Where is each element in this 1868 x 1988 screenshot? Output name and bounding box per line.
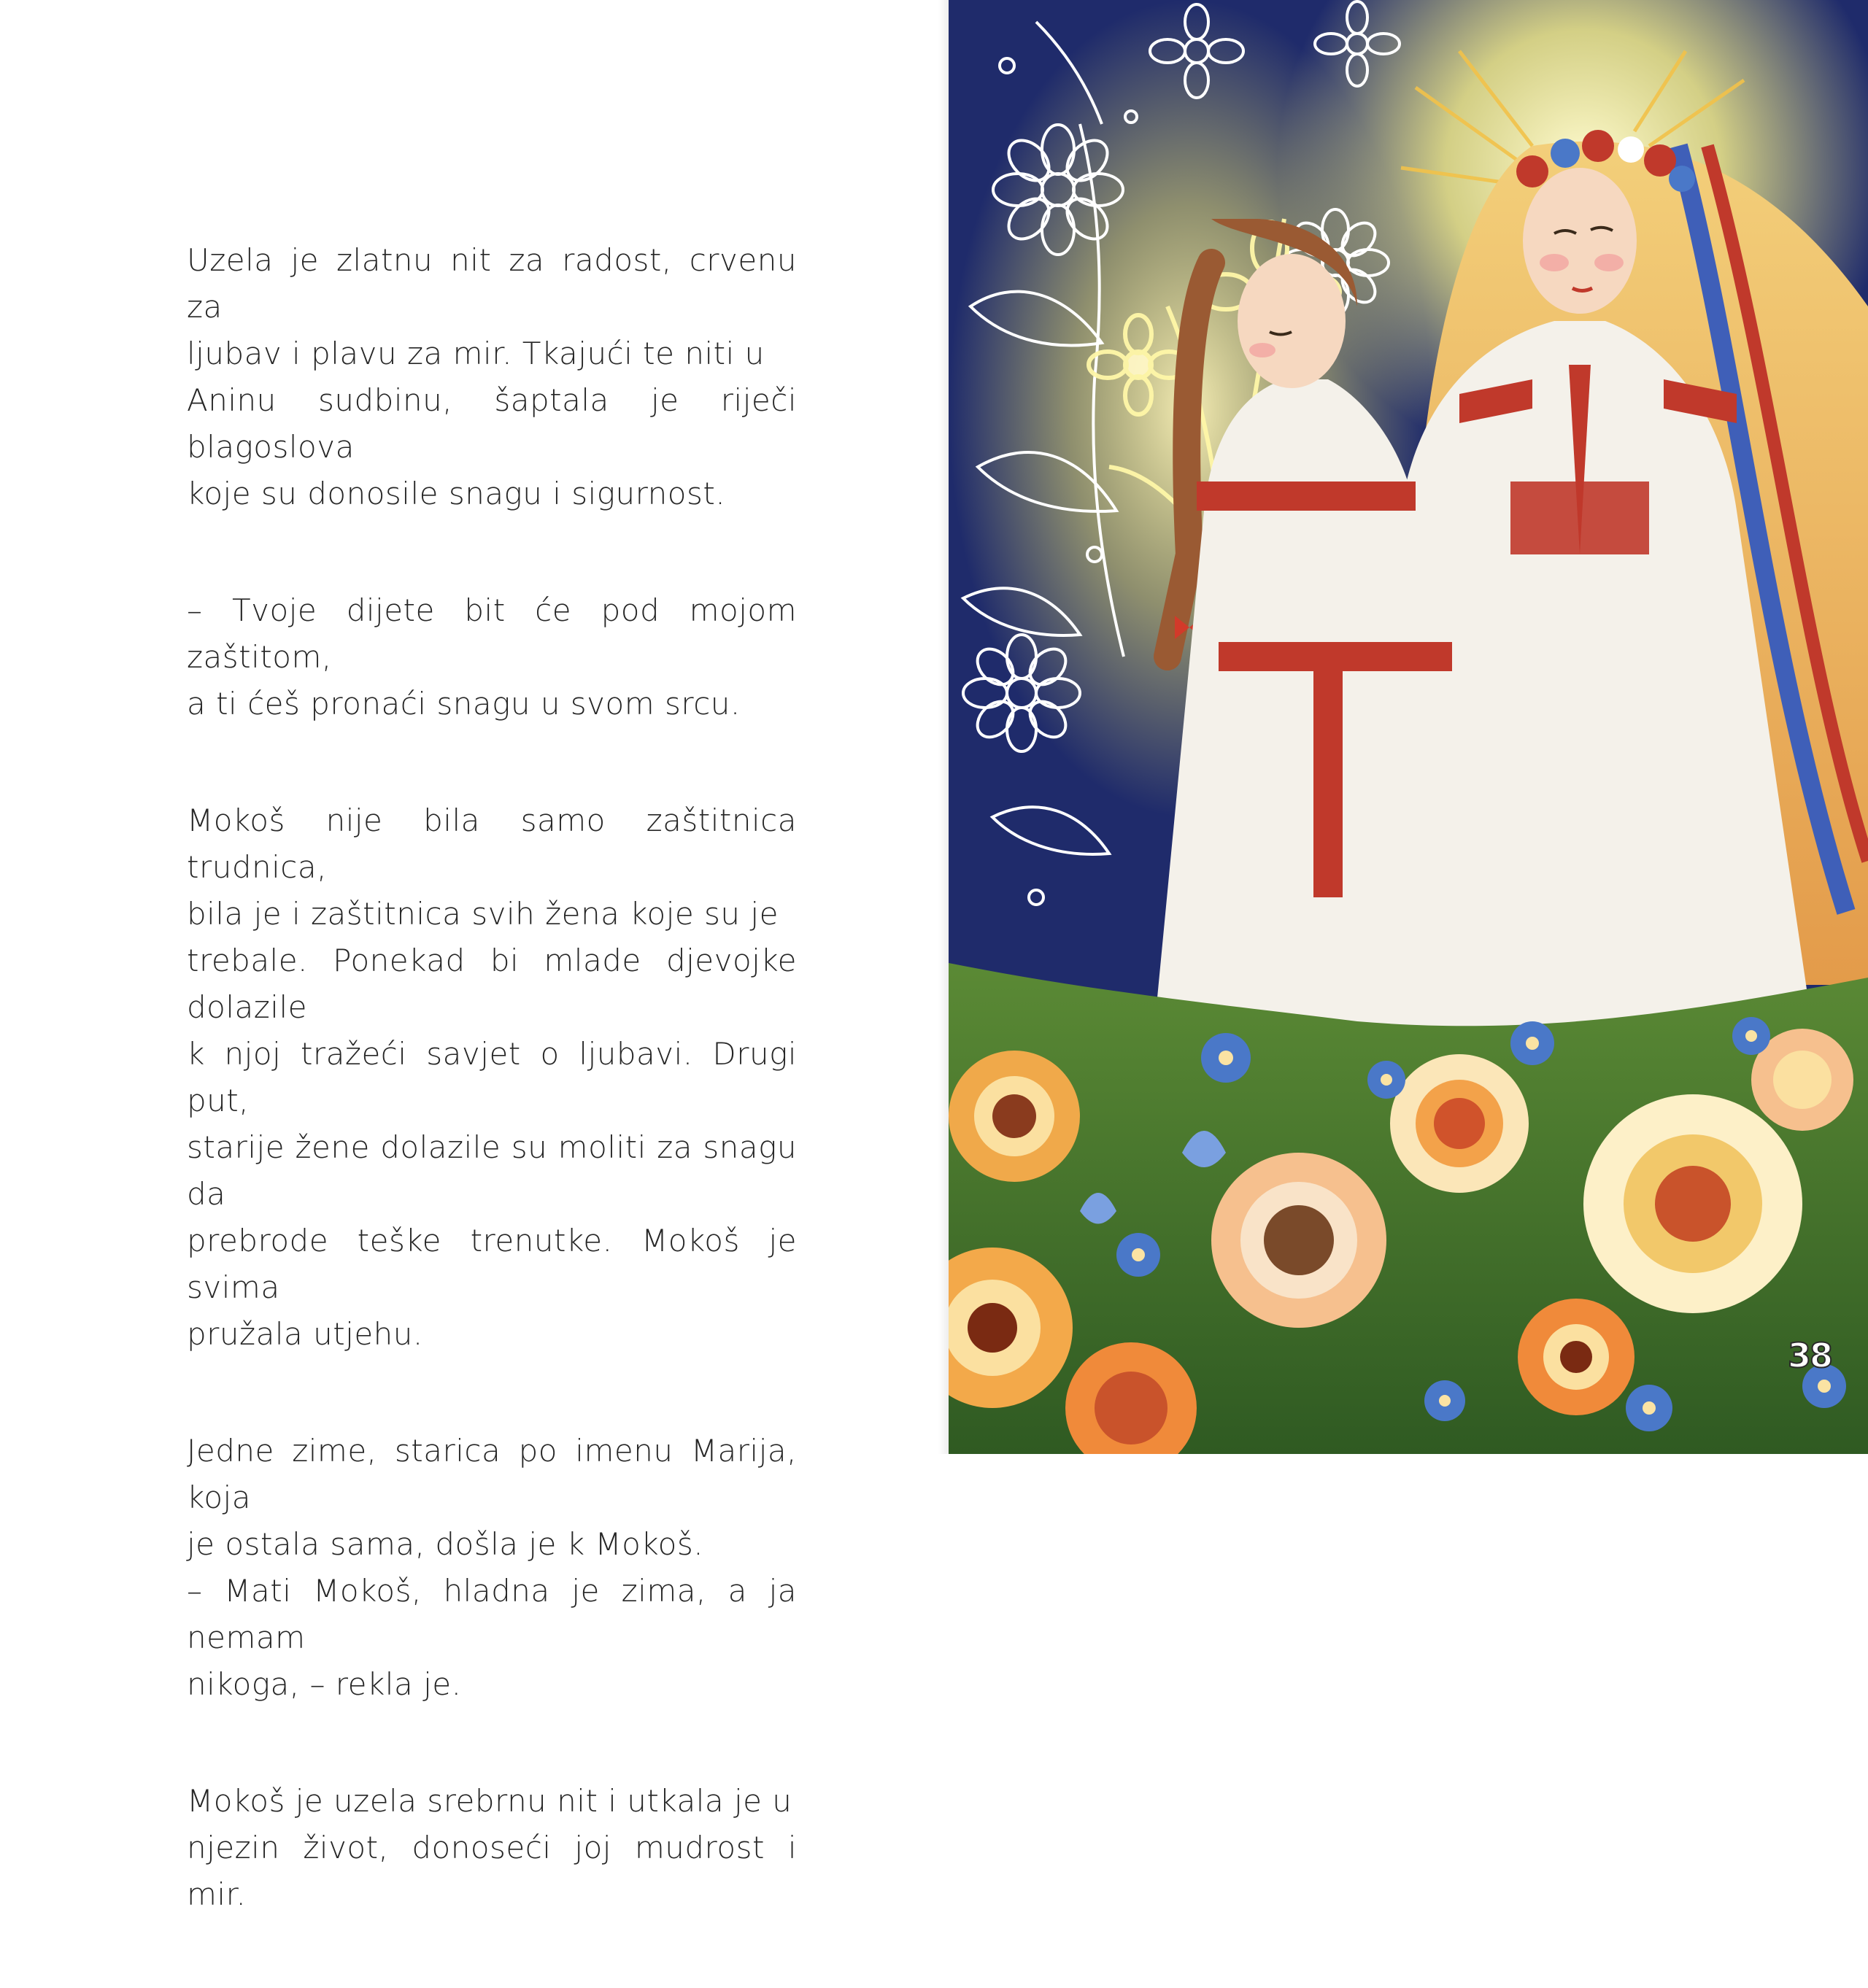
paragraph-2 [187,587,797,727]
text-line: Aninu sudbinu, šaptala je riječi blagoslova [187,382,797,465]
text-line: – Tvoje dijete bit će pod mojom zaštitom, [187,592,797,675]
text-line: nikoga, – rekla je. [187,1666,462,1702]
illustration-page [949,0,1868,1454]
text-line: starije žene dolazile su moliti za snagu da [187,1129,797,1212]
text-line: njezin život, donoseći joj mudrost i mir. [187,1830,797,1912]
text-line: Jedne zime, starica po imenu Marija, koja [187,1433,797,1515]
text-line: trebale. Ponekad bi mlade djevojke dolazile [187,943,797,1025]
text-line: bila je i zaštitnica svih žena koje su je [187,896,779,932]
text-line: Uzela je zlatnu nit za radost, crvenu za [187,242,797,325]
text-line: k njoj tražeći savjet o ljubavi. Drugi put, [187,1036,797,1118]
text-line: – Mati Mokoš, hladna je zima, a ja nemam [187,1573,797,1655]
paragraph-4 [187,1428,797,1708]
paragraph-1 [187,237,797,517]
paragraph-3 [187,797,797,1358]
text-line: prebrode teške trenutke. Mokoš je svima [187,1223,797,1305]
page-number: 38 [1787,1336,1832,1375]
text-line: je ostala sama, došla je k Mokoš. [187,1526,704,1562]
folk-illustration [949,0,1868,1454]
text-line: koje su donosile snagu i sigurnost. [187,476,726,511]
text-line: pružala utjehu. [187,1316,423,1352]
text-page [0,0,949,1912]
text-line: Mokoš je uzela srebrnu nit i utkala je u [187,1783,792,1819]
text-line: ljubav i plavu za mir. Tkajući te niti u [187,336,765,371]
text-line: Mokoš nije bila samo zaštitnica trudnica, [187,802,797,885]
paragraph-5 [187,1778,797,1918]
ana-face [1238,254,1346,388]
text-line: a ti ćeš pronaći snagu u svom srcu. [187,686,741,722]
story-text [187,237,797,1988]
